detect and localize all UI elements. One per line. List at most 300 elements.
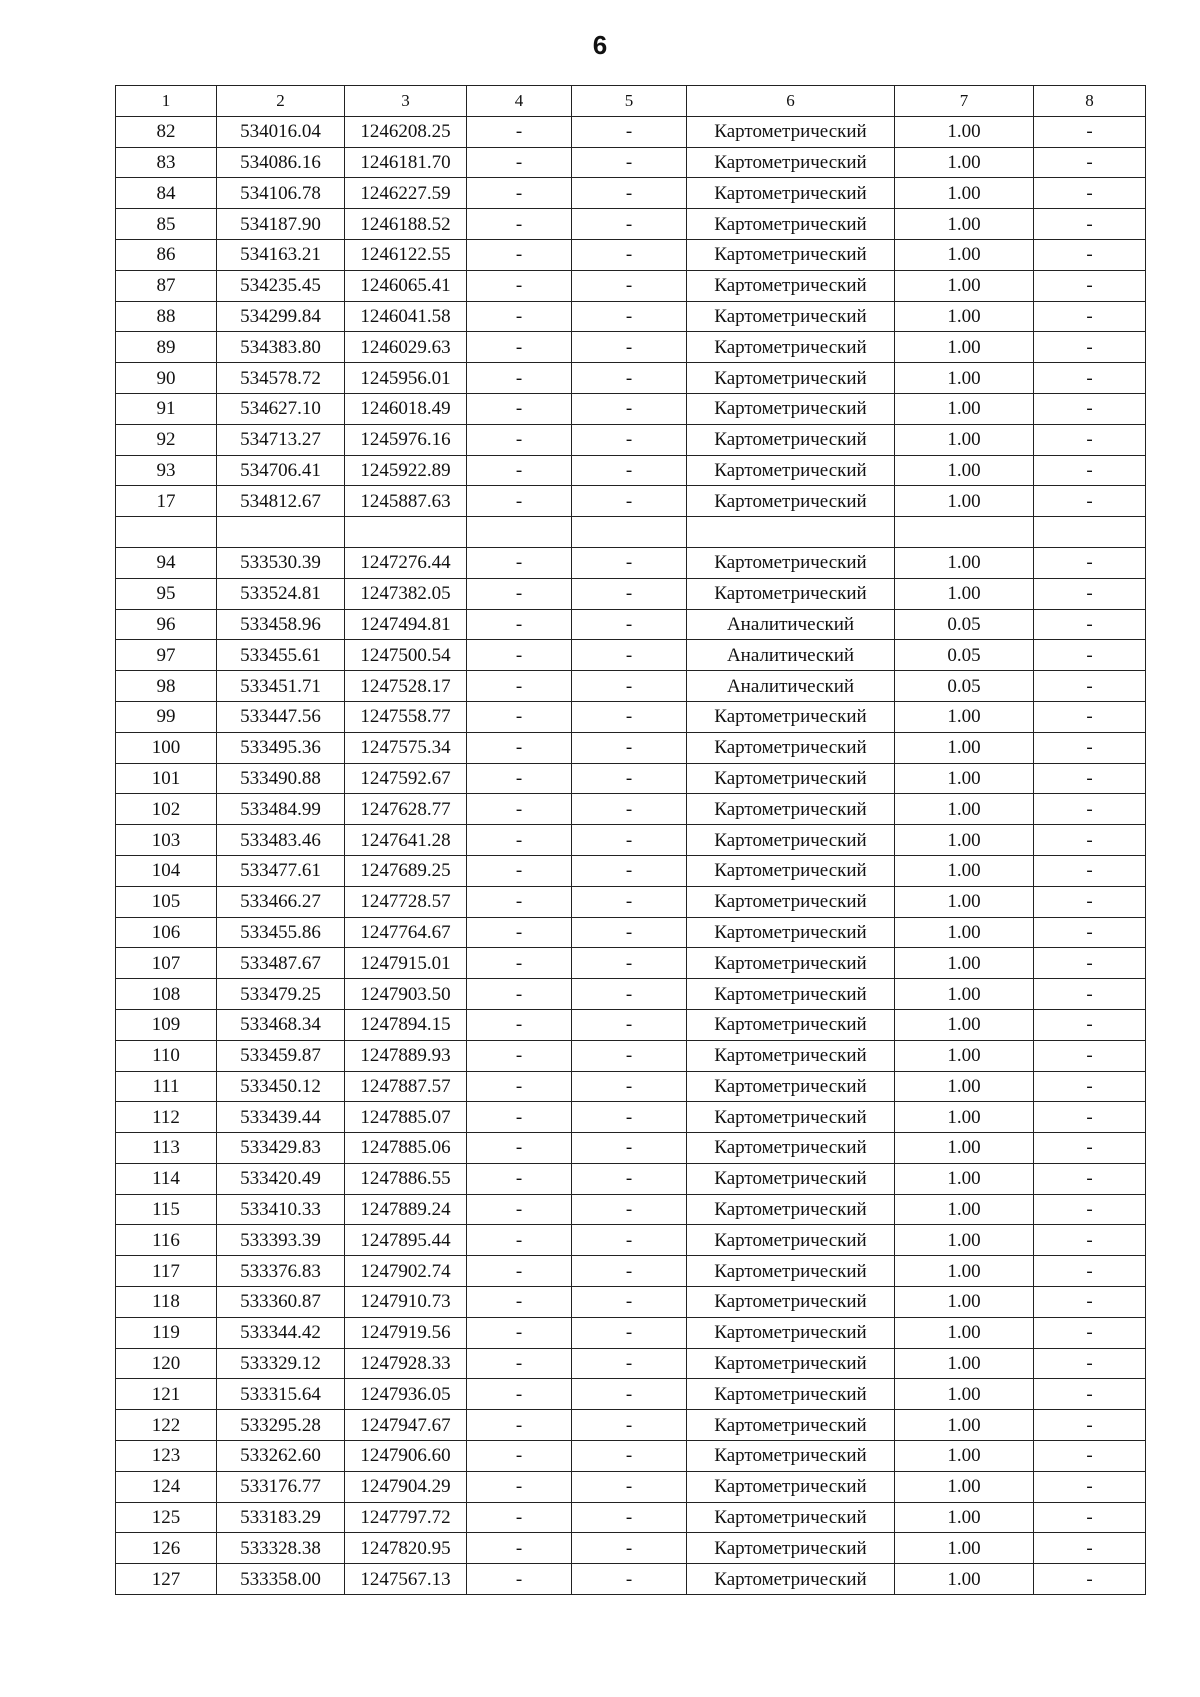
method-cell: Картометрический xyxy=(687,332,895,363)
point-number-cell: 110 xyxy=(116,1040,217,1071)
col5-cell: - xyxy=(572,917,687,948)
col5-cell: - xyxy=(572,1533,687,1564)
col4-cell: - xyxy=(467,1533,572,1564)
y-coordinate-cell: 1247885.06 xyxy=(345,1133,467,1164)
col5-cell: - xyxy=(572,732,687,763)
col8-cell: - xyxy=(1034,1194,1146,1225)
point-number-cell: 104 xyxy=(116,855,217,886)
x-coordinate-cell: 533479.25 xyxy=(217,979,345,1010)
point-number-cell: 101 xyxy=(116,763,217,794)
y-coordinate-cell: 1247894.15 xyxy=(345,1009,467,1040)
point-number-cell: 93 xyxy=(116,455,217,486)
table-row xyxy=(116,701,1146,732)
method-cell: Картометрический xyxy=(687,1564,895,1595)
accuracy-cell: 1.00 xyxy=(895,301,1034,332)
point-number-cell: 123 xyxy=(116,1441,217,1472)
point-number-cell: 88 xyxy=(116,301,217,332)
y-coordinate-cell: 1247797.72 xyxy=(345,1502,467,1533)
accuracy-cell: 1.00 xyxy=(895,979,1034,1010)
x-coordinate-cell: 533455.61 xyxy=(217,640,345,671)
col8-cell: - xyxy=(1034,363,1146,394)
col5-cell: - xyxy=(572,701,687,732)
accuracy-cell: 1.00 xyxy=(895,1040,1034,1071)
accuracy-cell: 1.00 xyxy=(895,1133,1034,1164)
y-coordinate-cell: 1247628.77 xyxy=(345,794,467,825)
accuracy-cell: 1.00 xyxy=(895,1071,1034,1102)
col5-cell: - xyxy=(572,1040,687,1071)
col8-cell: - xyxy=(1034,301,1146,332)
col5-cell: - xyxy=(572,209,687,240)
x-coordinate-cell: 533530.39 xyxy=(217,547,345,578)
accuracy-cell: 1.00 xyxy=(895,363,1034,394)
point-number-cell: 109 xyxy=(116,1009,217,1040)
method-cell: Картометрический xyxy=(687,1071,895,1102)
col4-cell: - xyxy=(467,116,572,147)
col5-cell: - xyxy=(572,455,687,486)
point-number-cell: 97 xyxy=(116,640,217,671)
point-number-cell: 17 xyxy=(116,486,217,517)
col4-cell: - xyxy=(467,855,572,886)
col5-cell: - xyxy=(572,794,687,825)
col5-cell: - xyxy=(572,178,687,209)
col4-cell: - xyxy=(467,239,572,270)
x-coordinate-cell: 534187.90 xyxy=(217,209,345,240)
y-coordinate-cell: 1247886.55 xyxy=(345,1163,467,1194)
method-cell: Картометрический xyxy=(687,979,895,1010)
col4-cell: - xyxy=(467,547,572,578)
accuracy-cell: 1.00 xyxy=(895,1348,1034,1379)
col4-cell: - xyxy=(467,1163,572,1194)
col5-cell: - xyxy=(572,301,687,332)
col4-cell: - xyxy=(467,1441,572,1472)
accuracy-cell: 1.00 xyxy=(895,486,1034,517)
col4-cell: - xyxy=(467,732,572,763)
col5-cell xyxy=(572,517,687,548)
point-number-cell: 102 xyxy=(116,794,217,825)
accuracy-cell: 1.00 xyxy=(895,1163,1034,1194)
y-coordinate-cell: 1247889.24 xyxy=(345,1194,467,1225)
accuracy-cell: 1.00 xyxy=(895,116,1034,147)
col8-cell: - xyxy=(1034,1441,1146,1472)
y-coordinate-cell: 1246018.49 xyxy=(345,393,467,424)
col8-cell: - xyxy=(1034,671,1146,702)
point-number-cell: 90 xyxy=(116,363,217,394)
accuracy-cell: 1.00 xyxy=(895,455,1034,486)
x-coordinate-cell: 533295.28 xyxy=(217,1410,345,1441)
col5-cell: - xyxy=(572,1287,687,1318)
accuracy-cell: 1.00 xyxy=(895,917,1034,948)
x-coordinate-cell: 533466.27 xyxy=(217,886,345,917)
method-cell: Картометрический xyxy=(687,855,895,886)
table-row xyxy=(116,732,1146,763)
x-coordinate-cell: 533450.12 xyxy=(217,1071,345,1102)
col4-cell: - xyxy=(467,1379,572,1410)
accuracy-cell: 1.00 xyxy=(895,1410,1034,1441)
method-cell: Картометрический xyxy=(687,1040,895,1071)
accuracy-cell: 1.00 xyxy=(895,147,1034,178)
col5-cell: - xyxy=(572,979,687,1010)
y-coordinate-cell: 1246227.59 xyxy=(345,178,467,209)
header-cell: 6 xyxy=(687,86,895,117)
col4-cell: - xyxy=(467,455,572,486)
header-cell: 3 xyxy=(345,86,467,117)
col8-cell: - xyxy=(1034,794,1146,825)
col4-cell: - xyxy=(467,763,572,794)
table-row xyxy=(116,1071,1146,1102)
accuracy-cell xyxy=(895,517,1034,548)
col8-cell: - xyxy=(1034,116,1146,147)
x-coordinate-cell: 533447.56 xyxy=(217,701,345,732)
accuracy-cell: 1.00 xyxy=(895,763,1034,794)
col4-cell: - xyxy=(467,1133,572,1164)
col5-cell: - xyxy=(572,1379,687,1410)
table-row xyxy=(116,1040,1146,1071)
point-number-cell: 125 xyxy=(116,1502,217,1533)
method-cell: Картометрический xyxy=(687,1441,895,1472)
col5-cell: - xyxy=(572,1133,687,1164)
point-number-cell: 106 xyxy=(116,917,217,948)
method-cell: Картометрический xyxy=(687,363,895,394)
method-cell: Картометрический xyxy=(687,547,895,578)
col8-cell: - xyxy=(1034,948,1146,979)
method-cell: Картометрический xyxy=(687,1533,895,1564)
point-number-cell: 122 xyxy=(116,1410,217,1441)
x-coordinate-cell: 534106.78 xyxy=(217,178,345,209)
point-number-cell: 83 xyxy=(116,147,217,178)
table-row xyxy=(116,1256,1146,1287)
col4-cell: - xyxy=(467,1102,572,1133)
col5-cell: - xyxy=(572,640,687,671)
x-coordinate-cell: 533176.77 xyxy=(217,1471,345,1502)
x-coordinate-cell: 533468.34 xyxy=(217,1009,345,1040)
x-coordinate-cell: 533483.46 xyxy=(217,825,345,856)
col5-cell: - xyxy=(572,855,687,886)
col8-cell: - xyxy=(1034,578,1146,609)
col8-cell: - xyxy=(1034,1102,1146,1133)
y-coordinate-cell: 1247919.56 xyxy=(345,1317,467,1348)
x-coordinate-cell: 534163.21 xyxy=(217,239,345,270)
col4-cell: - xyxy=(467,270,572,301)
col5-cell: - xyxy=(572,1071,687,1102)
header-cell: 5 xyxy=(572,86,687,117)
y-coordinate-cell: 1247567.13 xyxy=(345,1564,467,1595)
col8-cell: - xyxy=(1034,239,1146,270)
method-cell: Картометрический xyxy=(687,948,895,979)
y-coordinate-cell: 1247936.05 xyxy=(345,1379,467,1410)
point-number-cell: 126 xyxy=(116,1533,217,1564)
method-cell: Картометрический xyxy=(687,424,895,455)
method-cell: Картометрический xyxy=(687,1133,895,1164)
col4-cell: - xyxy=(467,578,572,609)
col8-cell: - xyxy=(1034,917,1146,948)
col5-cell: - xyxy=(572,239,687,270)
method-cell: Аналитический xyxy=(687,671,895,702)
y-coordinate-cell: 1247895.44 xyxy=(345,1225,467,1256)
col5-cell: - xyxy=(572,547,687,578)
method-cell xyxy=(687,517,895,548)
col8-cell: - xyxy=(1034,640,1146,671)
col8-cell: - xyxy=(1034,886,1146,917)
y-coordinate-cell: 1247728.57 xyxy=(345,886,467,917)
y-coordinate-cell: 1247947.67 xyxy=(345,1410,467,1441)
col8-cell: - xyxy=(1034,486,1146,517)
col4-cell: - xyxy=(467,640,572,671)
accuracy-cell: 1.00 xyxy=(895,1471,1034,1502)
y-coordinate-cell: 1245956.01 xyxy=(345,363,467,394)
point-number-cell: 114 xyxy=(116,1163,217,1194)
x-coordinate-cell: 534016.04 xyxy=(217,116,345,147)
x-coordinate-cell: 533459.87 xyxy=(217,1040,345,1071)
col4-cell: - xyxy=(467,825,572,856)
y-coordinate-cell: 1247910.73 xyxy=(345,1287,467,1318)
table-row xyxy=(116,486,1146,517)
col4-cell: - xyxy=(467,1256,572,1287)
x-coordinate-cell: 533477.61 xyxy=(217,855,345,886)
coordinates-table xyxy=(115,85,1146,1595)
x-coordinate-cell: 534706.41 xyxy=(217,455,345,486)
y-coordinate-cell: 1245976.16 xyxy=(345,424,467,455)
point-number-cell: 118 xyxy=(116,1287,217,1318)
col8-cell: - xyxy=(1034,732,1146,763)
col8-cell: - xyxy=(1034,1317,1146,1348)
point-number-cell: 111 xyxy=(116,1071,217,1102)
col4-cell: - xyxy=(467,1317,572,1348)
method-cell: Картометрический xyxy=(687,393,895,424)
header-cell: 4 xyxy=(467,86,572,117)
point-number-cell: 84 xyxy=(116,178,217,209)
method-cell: Картометрический xyxy=(687,1410,895,1441)
y-coordinate-cell: 1246208.25 xyxy=(345,116,467,147)
col5-cell: - xyxy=(572,1194,687,1225)
x-coordinate-cell: 533484.99 xyxy=(217,794,345,825)
point-number-cell: 116 xyxy=(116,1225,217,1256)
col8-cell: - xyxy=(1034,147,1146,178)
table-row xyxy=(116,547,1146,578)
x-coordinate-cell: 533393.39 xyxy=(217,1225,345,1256)
y-coordinate-cell: 1246029.63 xyxy=(345,332,467,363)
table-row xyxy=(116,917,1146,948)
col4-cell: - xyxy=(467,1564,572,1595)
accuracy-cell: 1.00 xyxy=(895,239,1034,270)
col5-cell: - xyxy=(572,671,687,702)
point-number-cell: 112 xyxy=(116,1102,217,1133)
method-cell: Аналитический xyxy=(687,640,895,671)
method-cell: Картометрический xyxy=(687,147,895,178)
col4-cell: - xyxy=(467,1287,572,1318)
y-coordinate-cell: 1247903.50 xyxy=(345,979,467,1010)
col4-cell: - xyxy=(467,209,572,240)
y-coordinate-cell: 1247500.54 xyxy=(345,640,467,671)
y-coordinate-cell: 1247558.77 xyxy=(345,701,467,732)
col8-cell: - xyxy=(1034,855,1146,886)
accuracy-cell: 1.00 xyxy=(895,332,1034,363)
col4-cell: - xyxy=(467,332,572,363)
col8-cell: - xyxy=(1034,393,1146,424)
method-cell: Картометрический xyxy=(687,1256,895,1287)
col4-cell: - xyxy=(467,424,572,455)
method-cell: Картометрический xyxy=(687,486,895,517)
accuracy-cell: 1.00 xyxy=(895,393,1034,424)
table-row xyxy=(116,640,1146,671)
header-cell: 8 xyxy=(1034,86,1146,117)
method-cell: Картометрический xyxy=(687,1287,895,1318)
table-row xyxy=(116,1163,1146,1194)
point-number-cell: 117 xyxy=(116,1256,217,1287)
x-coordinate-cell: 533328.38 xyxy=(217,1533,345,1564)
y-coordinate-cell: 1247889.93 xyxy=(345,1040,467,1071)
x-coordinate-cell: 534383.80 xyxy=(217,332,345,363)
accuracy-cell: 1.00 xyxy=(895,1194,1034,1225)
table-row xyxy=(116,1317,1146,1348)
x-coordinate-cell xyxy=(217,517,345,548)
table-row xyxy=(116,209,1146,240)
col4-cell xyxy=(467,517,572,548)
accuracy-cell: 1.00 xyxy=(895,1564,1034,1595)
method-cell: Картометрический xyxy=(687,1009,895,1040)
table-row xyxy=(116,1502,1146,1533)
col8-cell: - xyxy=(1034,209,1146,240)
point-number-cell: 120 xyxy=(116,1348,217,1379)
x-coordinate-cell: 534299.84 xyxy=(217,301,345,332)
method-cell: Картометрический xyxy=(687,701,895,732)
x-coordinate-cell: 533376.83 xyxy=(217,1256,345,1287)
col4-cell: - xyxy=(467,794,572,825)
col5-cell: - xyxy=(572,1256,687,1287)
point-number-cell: 94 xyxy=(116,547,217,578)
x-coordinate-cell: 533329.12 xyxy=(217,1348,345,1379)
table-row xyxy=(116,855,1146,886)
point-number-cell: 82 xyxy=(116,116,217,147)
method-cell: Картометрический xyxy=(687,825,895,856)
y-coordinate-cell: 1247592.67 xyxy=(345,763,467,794)
col5-cell: - xyxy=(572,332,687,363)
table-row xyxy=(116,1194,1146,1225)
method-cell: Картометрический xyxy=(687,301,895,332)
table-row xyxy=(116,1441,1146,1472)
point-number-cell: 124 xyxy=(116,1471,217,1502)
y-coordinate-cell: 1247906.60 xyxy=(345,1441,467,1472)
x-coordinate-cell: 533262.60 xyxy=(217,1441,345,1472)
col8-cell: - xyxy=(1034,1410,1146,1441)
table-row xyxy=(116,1133,1146,1164)
col5-cell: - xyxy=(572,1102,687,1133)
col5-cell: - xyxy=(572,1348,687,1379)
accuracy-cell: 1.00 xyxy=(895,209,1034,240)
accuracy-cell: 1.00 xyxy=(895,1256,1034,1287)
method-cell: Аналитический xyxy=(687,609,895,640)
table-row xyxy=(116,671,1146,702)
col8-cell: - xyxy=(1034,1071,1146,1102)
y-coordinate-cell: 1246181.70 xyxy=(345,147,467,178)
col5-cell: - xyxy=(572,1471,687,1502)
method-cell: Картометрический xyxy=(687,209,895,240)
col8-cell: - xyxy=(1034,178,1146,209)
x-coordinate-cell: 534086.16 xyxy=(217,147,345,178)
x-coordinate-cell: 533490.88 xyxy=(217,763,345,794)
col8-cell: - xyxy=(1034,1287,1146,1318)
x-coordinate-cell: 533344.42 xyxy=(217,1317,345,1348)
y-coordinate-cell: 1247276.44 xyxy=(345,547,467,578)
col4-cell: - xyxy=(467,1040,572,1071)
method-cell: Картометрический xyxy=(687,794,895,825)
point-number-cell: 95 xyxy=(116,578,217,609)
y-coordinate-cell: 1247382.05 xyxy=(345,578,467,609)
x-coordinate-cell: 534235.45 xyxy=(217,270,345,301)
col4-cell: - xyxy=(467,178,572,209)
table-header-row xyxy=(116,86,1146,117)
accuracy-cell: 1.00 xyxy=(895,701,1034,732)
col4-cell: - xyxy=(467,1471,572,1502)
col8-cell: - xyxy=(1034,701,1146,732)
table-row xyxy=(116,794,1146,825)
point-number-cell: 96 xyxy=(116,609,217,640)
method-cell: Картометрический xyxy=(687,1163,895,1194)
table-row xyxy=(116,1564,1146,1595)
col8-cell: - xyxy=(1034,1040,1146,1071)
table-row xyxy=(116,239,1146,270)
method-cell: Картометрический xyxy=(687,886,895,917)
accuracy-cell: 1.00 xyxy=(895,1317,1034,1348)
accuracy-cell: 0.05 xyxy=(895,640,1034,671)
y-coordinate-cell: 1247764.67 xyxy=(345,917,467,948)
point-number-cell xyxy=(116,517,217,548)
accuracy-cell: 1.00 xyxy=(895,178,1034,209)
table-row xyxy=(116,825,1146,856)
col8-cell: - xyxy=(1034,979,1146,1010)
y-coordinate-cell: 1246122.55 xyxy=(345,239,467,270)
method-cell: Картометрический xyxy=(687,1102,895,1133)
accuracy-cell: 1.00 xyxy=(895,578,1034,609)
y-coordinate-cell: 1247689.25 xyxy=(345,855,467,886)
method-cell: Картометрический xyxy=(687,1471,895,1502)
header-cell: 7 xyxy=(895,86,1034,117)
col4-cell: - xyxy=(467,979,572,1010)
accuracy-cell: 0.05 xyxy=(895,671,1034,702)
table-row xyxy=(116,948,1146,979)
col5-cell: - xyxy=(572,1564,687,1595)
method-cell: Картометрический xyxy=(687,1379,895,1410)
accuracy-cell: 1.00 xyxy=(895,825,1034,856)
x-coordinate-cell: 533315.64 xyxy=(217,1379,345,1410)
y-coordinate-cell: 1247915.01 xyxy=(345,948,467,979)
accuracy-cell: 1.00 xyxy=(895,1441,1034,1472)
point-number-cell: 103 xyxy=(116,825,217,856)
table-row xyxy=(116,147,1146,178)
col8-cell: - xyxy=(1034,1163,1146,1194)
table-row xyxy=(116,1287,1146,1318)
x-coordinate-cell: 533495.36 xyxy=(217,732,345,763)
accuracy-cell: 1.00 xyxy=(895,855,1034,886)
table-row xyxy=(116,578,1146,609)
point-number-cell: 89 xyxy=(116,332,217,363)
x-coordinate-cell: 533458.96 xyxy=(217,609,345,640)
col8-cell: - xyxy=(1034,455,1146,486)
col8-cell xyxy=(1034,517,1146,548)
col8-cell: - xyxy=(1034,1225,1146,1256)
y-coordinate-cell: 1246188.52 xyxy=(345,209,467,240)
col4-cell: - xyxy=(467,886,572,917)
x-coordinate-cell: 534578.72 xyxy=(217,363,345,394)
col4-cell: - xyxy=(467,1410,572,1441)
col8-cell: - xyxy=(1034,1564,1146,1595)
table-body xyxy=(116,116,1146,1594)
col8-cell: - xyxy=(1034,1348,1146,1379)
col8-cell: - xyxy=(1034,609,1146,640)
table-row xyxy=(116,1533,1146,1564)
point-number-cell: 115 xyxy=(116,1194,217,1225)
col5-cell: - xyxy=(572,393,687,424)
accuracy-cell: 1.00 xyxy=(895,424,1034,455)
